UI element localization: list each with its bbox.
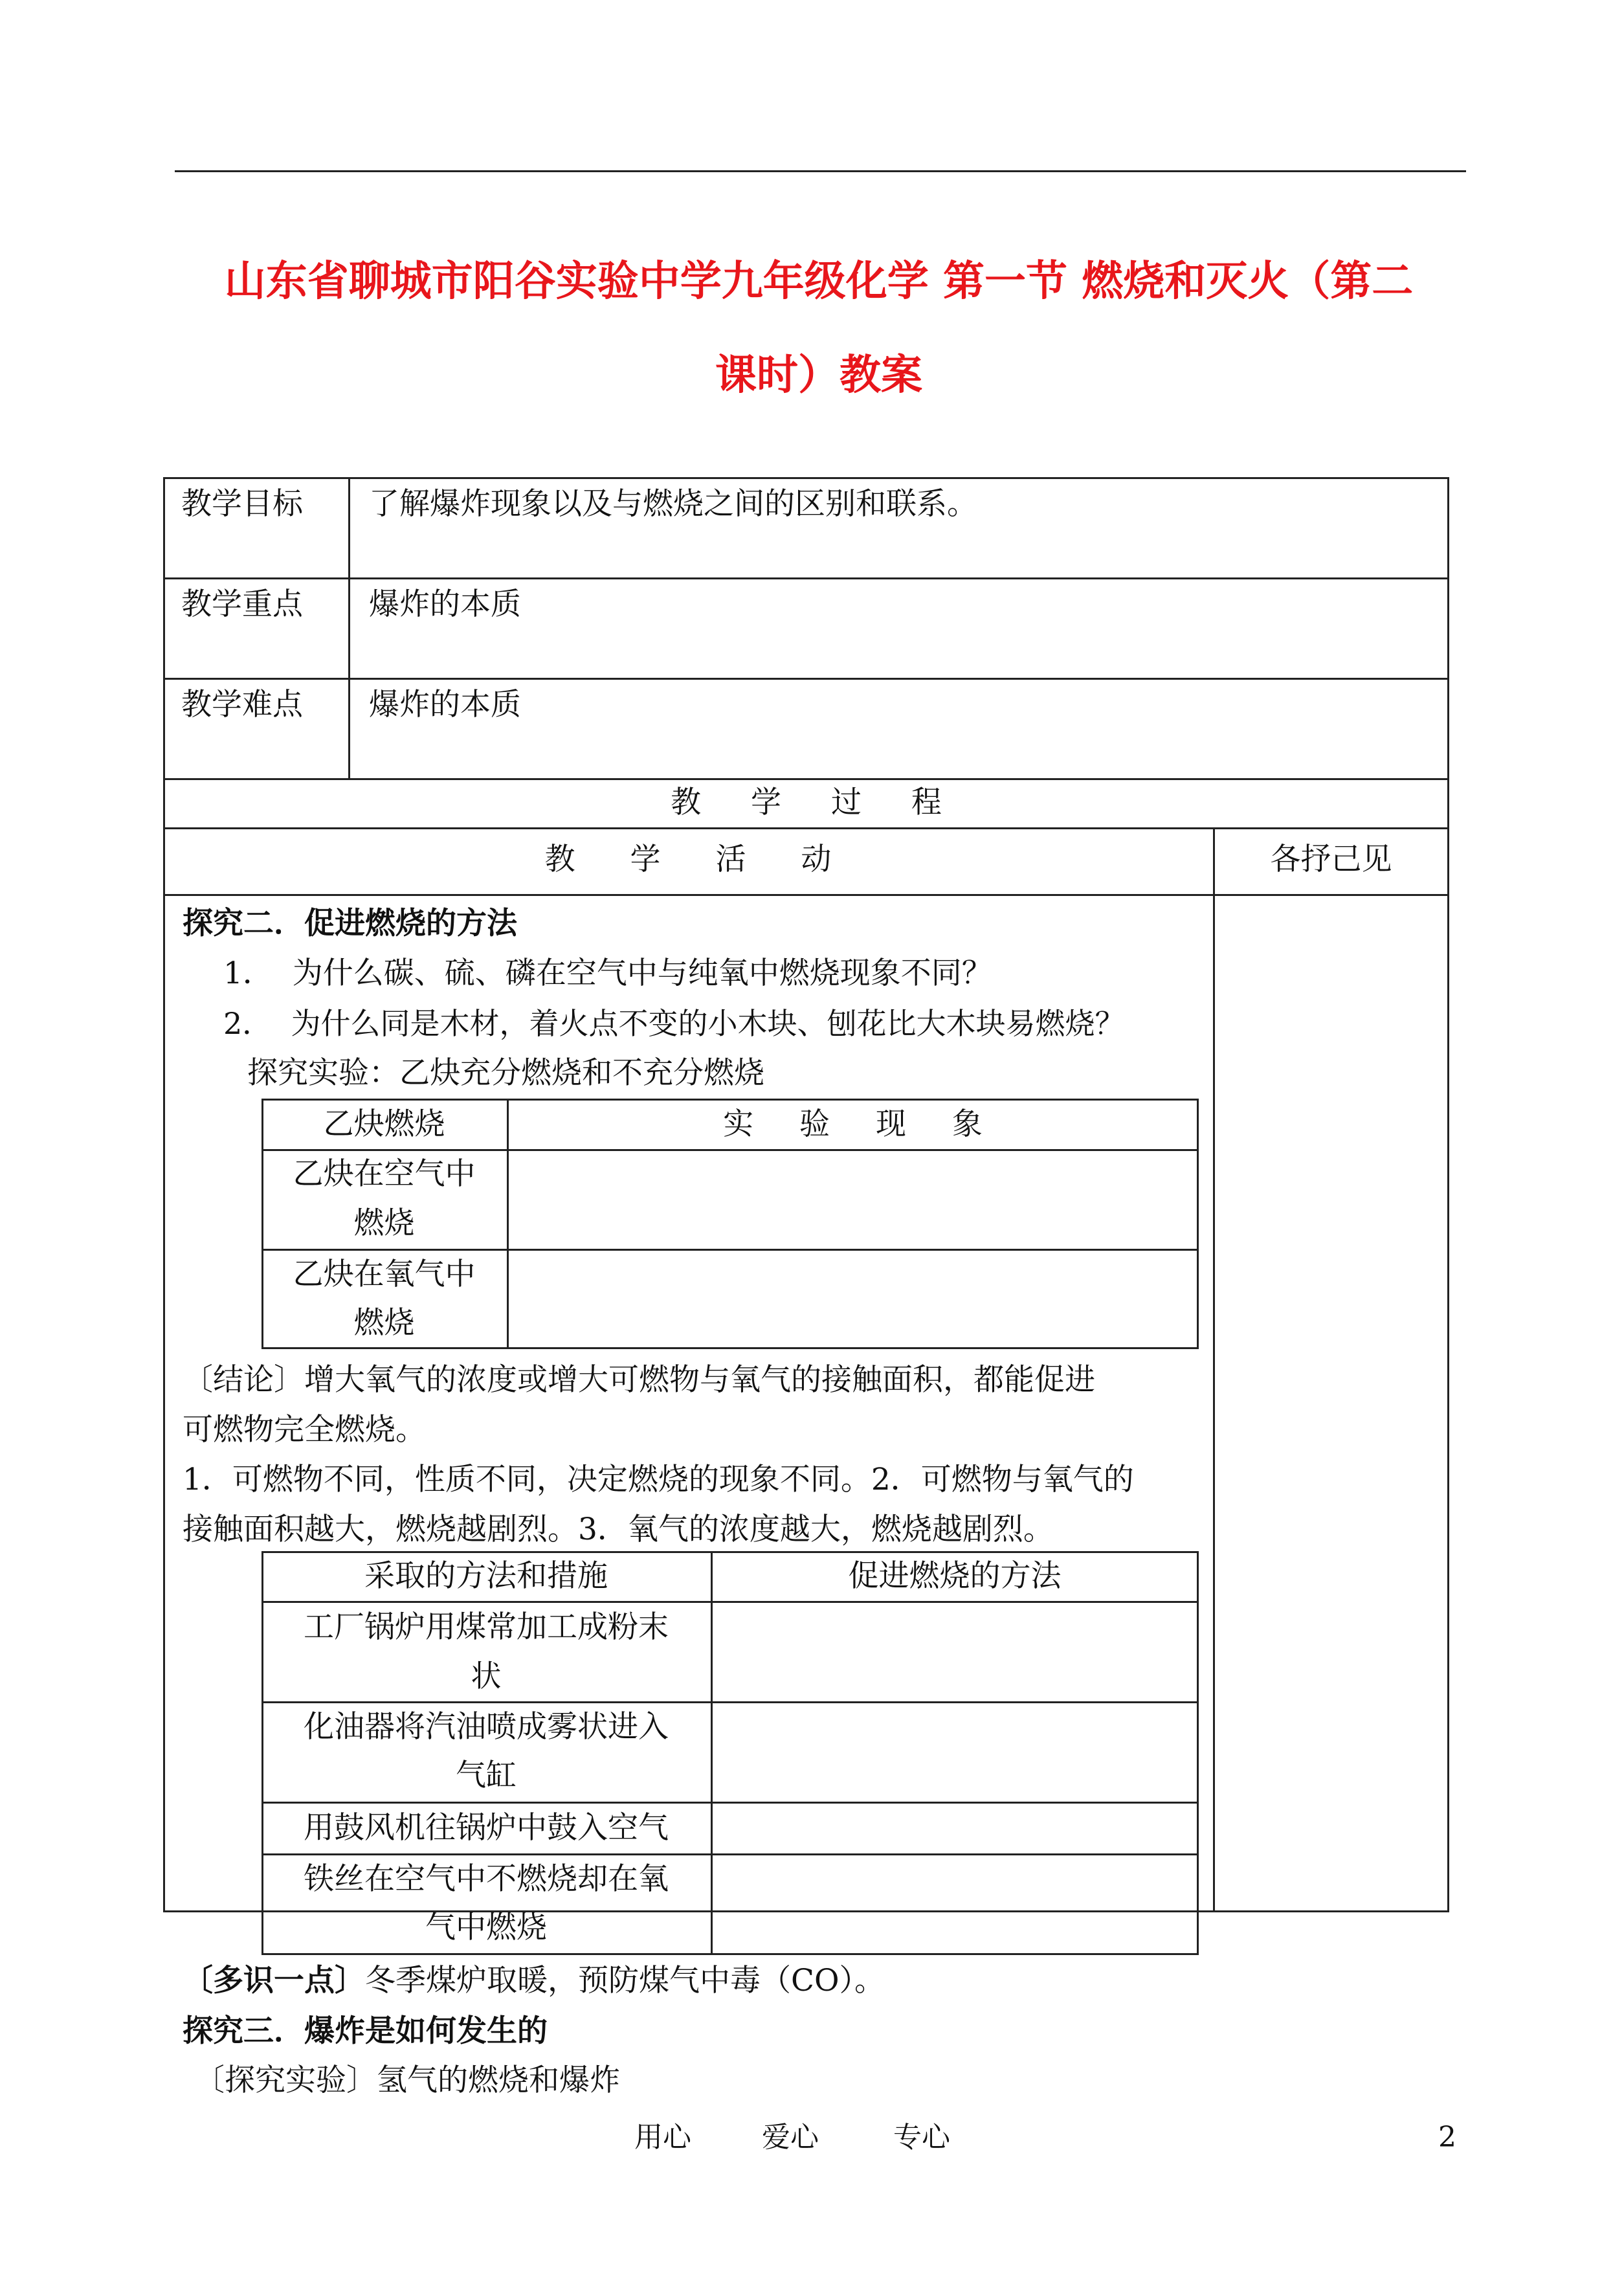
question-1: 1． 为什么碳、硫、磷在空气中与纯氧中燃烧现象不同？ <box>223 956 992 991</box>
table-2-cell: 状 <box>471 1659 502 1694</box>
table-1-row-divider <box>261 1249 1199 1251</box>
info-value: 了解爆炸现象以及与燃烧之间的区别和联系。 <box>369 486 977 522</box>
process-header: 教 学 过 程 <box>671 785 942 820</box>
table-1-header: 乙炔燃烧 <box>323 1106 445 1142</box>
section-3-title: 探究三．爆炸是如何发生的 <box>183 2013 548 2049</box>
table-2-cell: 气缸 <box>456 1758 517 1793</box>
table-2-cell: 用鼓风机往锅炉中鼓入空气 <box>304 1810 669 1846</box>
points-line-2: 接触面积越大，燃烧越剧烈。3．氧气的浓度越大，燃烧越剧烈。 <box>183 1512 1054 1547</box>
row-divider <box>163 577 1449 579</box>
table-1-cell: 乙炔在空气中 <box>293 1156 476 1192</box>
info-value: 爆炸的本质 <box>369 587 521 622</box>
info-label: 教学目标 <box>181 486 303 522</box>
table-1-cell: 乙炔在氧气中 <box>293 1257 476 1292</box>
notes-header: 各抒己见 <box>1270 842 1392 877</box>
row-divider <box>163 778 1449 780</box>
table-2-row-divider <box>261 1701 1199 1703</box>
table-2-cell: 化油器将汽油喷成雾状进入 <box>304 1709 669 1745</box>
page-number: 2 <box>1438 2121 1456 2154</box>
activity-header: 教 学 活 动 <box>544 842 832 877</box>
table-2-row-divider <box>261 1601 1199 1603</box>
table-2-header: 采取的方法和措施 <box>364 1558 608 1594</box>
conclusion-line-2: 可燃物完全燃烧。 <box>183 1412 426 1448</box>
notes-column-divider <box>1213 827 1215 1912</box>
document-title-line-2: 课时）教案 <box>715 352 922 399</box>
footer-word: 用心 <box>634 2121 691 2154</box>
table-2-cell: 工厂锅炉用煤常加工成粉末 <box>304 1609 669 1645</box>
extra-note-label: 〔多识一点〕 <box>183 1963 365 1998</box>
row-divider <box>163 678 1449 680</box>
header-rule <box>175 170 1466 172</box>
document-title-line-1: 山东省聊城市阳谷实验中学九年级化学 第一节 燃烧和灭火（第二 <box>224 258 1414 306</box>
table-1-header: 实 验 现 象 <box>723 1106 983 1142</box>
label-column-divider <box>348 477 350 778</box>
info-label: 教学难点 <box>181 687 303 722</box>
row-divider <box>163 894 1449 896</box>
points-line-1: 1．可燃物不同，性质不同，决定燃烧的现象不同。2．可燃物与氧气的 <box>183 1462 1134 1497</box>
question-2: 2． 为什么同是木材，着火点不变的小木块、刨花比大木块易燃烧？ <box>223 1006 1125 1041</box>
info-label: 教学重点 <box>181 587 303 622</box>
table-2-cell: 铁丝在空气中不燃烧却在氧 <box>304 1861 669 1897</box>
footer-word: 专心 <box>893 2121 950 2154</box>
footer-word: 爱心 <box>762 2121 819 2154</box>
section-2-title: 探究二．促进燃烧的方法 <box>183 906 517 941</box>
table-2-row-divider <box>261 1853 1199 1855</box>
table-2-header: 促进燃烧的方法 <box>848 1558 1062 1594</box>
info-value: 爆炸的本质 <box>369 687 521 722</box>
table-1-cell: 燃烧 <box>353 1305 415 1341</box>
table-2-row-divider <box>261 1802 1199 1804</box>
extra-note-text: 冬季煤炉取暖，预防煤气中毒（CO）。 <box>365 1963 885 1998</box>
table-2-col-divider <box>711 1551 713 1955</box>
table-2-cell: 气中燃烧 <box>425 1910 547 1945</box>
row-divider <box>163 827 1449 829</box>
experiment-1: 探究实验：乙炔充分燃烧和不充分燃烧 <box>247 1055 764 1091</box>
table-1-cell: 燃烧 <box>353 1205 415 1241</box>
extra-note <box>183 1962 885 2000</box>
conclusion-line-1: 〔结论〕增大氧气的浓度或增大可燃物与氧气的接触面积，都能促进 <box>183 1362 1095 1398</box>
table-1-row-divider <box>261 1149 1199 1151</box>
experiment-2: 〔探究实验〕氢气的燃烧和爆炸 <box>194 2063 620 2098</box>
